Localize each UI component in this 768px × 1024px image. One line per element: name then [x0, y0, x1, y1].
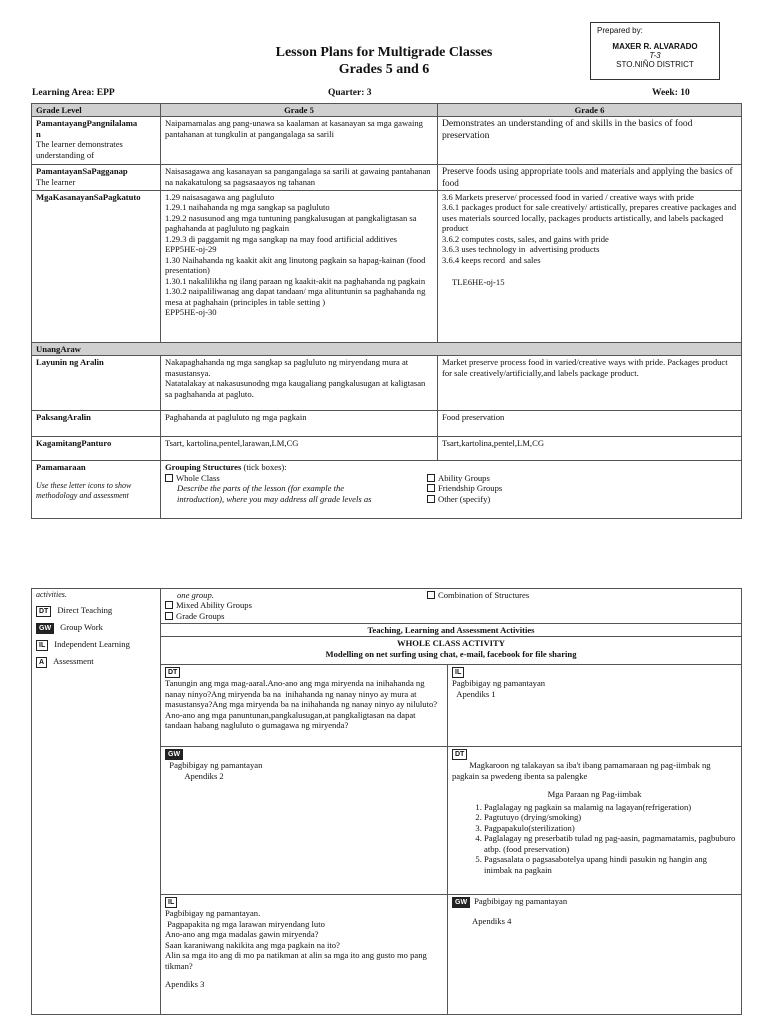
- pamantayan-sa-pagganap-label: [32, 165, 161, 190]
- label-sub: The learner demonstrates: [36, 139, 123, 150]
- competency-line: 1.30.1 nakalilikha ng ilang paraan ng kaakit-akit na paghahanda ng pagkain: [165, 275, 426, 286]
- grade6-header: Grade 6: [438, 104, 742, 117]
- gw-icon: GW: [452, 897, 470, 908]
- activity-1-right: [448, 665, 742, 747]
- label-line: PamantayangPangnilalama: [36, 118, 138, 129]
- one-group-text: one group.: [177, 590, 214, 600]
- activities-text: activities.: [36, 590, 67, 599]
- legend-label: Independent Learning: [54, 638, 130, 649]
- learning-area: Learning Area: EPP: [32, 88, 115, 98]
- il-icon: IL: [165, 897, 177, 908]
- grouping-suffix: (tick boxes):: [241, 462, 287, 473]
- label-line: n: [36, 128, 41, 139]
- competency-code: TLE6HE-oj-15: [452, 277, 505, 288]
- activity-text: Tanungin ang mga mag-aaral.Ano-ano ang mga miryenda na inihahanda ng nanay ninyo?Ang miryenda ba na inihahanda ng nanay ninyo ay mura at masustansya?Ang mga miryenda ba na inihahanda ng nanay ninyo ay niluluto?: [165, 678, 438, 710]
- legend-cell: [32, 589, 161, 1015]
- grouping-title-line: [165, 462, 737, 472]
- kagamitan-g6: Tsart,kartolina,pentel,LM,CG: [438, 437, 742, 461]
- pamamaraan-label-cell: [32, 461, 161, 519]
- dt-icon: DT: [452, 749, 467, 760]
- activity-1-left: [161, 665, 448, 747]
- activity-text: Alin sa mga ito ang di mo pa natikman at alin sa mga ito ang gusto mo pang tikman?: [165, 950, 429, 971]
- other-option[interactable]: [427, 494, 502, 504]
- a-icon: A: [36, 657, 47, 668]
- pamantayang-pangnilalaman-g6: Demonstrates an understanding of and skills in the basics of food preservation: [438, 117, 742, 165]
- describe-text: introduction), where you may address all grade levels as: [177, 493, 372, 504]
- other-checkbox[interactable]: [427, 495, 435, 503]
- grouping-title: Grouping Structures: [165, 462, 242, 473]
- modelling-text: Modelling on net surfing using chat, e-mail, facebook for file sharing: [325, 648, 577, 659]
- wca-heading: WHOLE CLASS ACTIVITY: [397, 638, 505, 649]
- activity-text: Apendiks 3: [165, 979, 205, 990]
- kagamitan-g5: Tsart, kartolina,pentel,larawan,LM,CG: [161, 437, 438, 461]
- friendship-groups-label: Friendship Groups: [438, 483, 503, 494]
- activity-2-left: [161, 747, 448, 895]
- methods-list: [452, 802, 737, 875]
- ability-groups-option[interactable]: [427, 473, 502, 483]
- legend-assessment: [36, 656, 156, 668]
- kasanayan-g5: [161, 190, 438, 342]
- activity-text: Saan karaniwang nakikita ang mga pagkain na ito?: [165, 939, 340, 950]
- friendship-groups-checkbox[interactable]: [427, 484, 435, 492]
- paksa-row: [32, 411, 742, 437]
- mixed-ability-option[interactable]: [165, 600, 737, 610]
- list-item: 1. Paglalagay ng pagkain sa malamig na lagayan(refrigeration): [484, 802, 737, 812]
- pamamaraan-row: [32, 461, 742, 519]
- competency-line: 1.29.3 di paggamit ng mga sangkap na may food artificial additives EPP5HE-oj-29: [165, 233, 404, 255]
- activity-text: Apendiks 1: [452, 688, 496, 699]
- dt-icon: DT: [36, 606, 51, 617]
- activity-text: Pagbibigay ng pamantayan.: [165, 908, 261, 919]
- competency-line: 3.6.1 packages product for sale creatively/ artistically, prepares creative packages and uses materials sourced locally, packages products artistically, and labels packaged product: [442, 202, 739, 234]
- competency-line: 1.29.1 naihahanda ng mga sangkap sa pagluluto: [165, 202, 330, 213]
- competency-line: 3.6.4 keeps record and sales: [442, 254, 541, 265]
- activity-text: Ano-ano ang mga panuntunan,pangkalusugan,at pangkaligtasan na dapat tandaan habang nagluluto o gumagawa ng miryenda?: [165, 709, 418, 731]
- kasanayan-row: [32, 190, 742, 342]
- label-sub: The learner: [36, 176, 76, 187]
- legend-group-work: [36, 622, 156, 634]
- activity-3-left: [161, 895, 448, 1015]
- other-label: Other (specify): [438, 493, 491, 504]
- legend-independent-learning: [36, 639, 156, 651]
- pamamaraan-label: Pamamaraan: [36, 462, 86, 473]
- combination-option[interactable]: [427, 590, 529, 600]
- grade5-header: Grade 5: [161, 104, 438, 117]
- list-item: 4. Paglalagay ng preserbatib tulad ng pag-aasin, pagmamatamis, pagbuburo atbp. (food preservation): [484, 833, 737, 854]
- pamantayang-pangnilalaman-label: [32, 117, 161, 165]
- combination-label: Combination of Structures: [438, 590, 530, 600]
- dt-icon: DT: [165, 667, 180, 678]
- grade-groups-option[interactable]: [165, 611, 737, 621]
- layunin-row: [32, 356, 742, 411]
- objective-line: Nakapaghahanda ng mga sangkap sa pagluluto ng miryendang mura at masustansya.: [165, 357, 411, 378]
- preparer-district: STO.NIÑO DISTRICT: [616, 60, 694, 69]
- pamantayan-sa-pagganap-row: [32, 165, 742, 190]
- layunin-g5: [161, 356, 438, 411]
- grouping-continued-cell: [161, 589, 742, 624]
- kagamitan-row: [32, 437, 742, 461]
- list-item: 3. Pagpapakulo(sterilization): [484, 823, 737, 833]
- competency-line: 1.30.2 naipaliliwanag ang dapat tandaan/ mga alituntunin sa paghahanda ng mesa at paghahain (principles in table setting ): [165, 286, 428, 307]
- activity-text: Magkaroon ng talakayan sa iba't ibang pamamaraan ng pag-iimbak ng pagkain sa pwedeng ibenta sa palengke: [452, 760, 713, 781]
- label-sub: understanding of: [36, 149, 94, 160]
- unang-araw-label: UnangAraw: [32, 342, 742, 355]
- competency-code: EPP5HE-oj-30: [165, 307, 217, 318]
- activity-2-right: [448, 747, 742, 895]
- grouping-right-options: [427, 473, 502, 504]
- whole-class-label: Whole Class: [176, 472, 220, 483]
- il-icon: IL: [452, 667, 464, 678]
- competency-line: 1.29.2 nasusunod ang mga tuntuning pangkalusugan at pangkaligtasan sa paghahanda at pagluluto ng pagkain: [165, 212, 419, 234]
- ability-groups-label: Ability Groups: [438, 472, 490, 483]
- week: Week: 10: [652, 88, 690, 98]
- gw-icon: GW: [165, 749, 183, 760]
- methods-subtitle: Mga Paraan ng Pag-iimbak: [547, 789, 642, 800]
- document-title: Lesson Plans for Multigrade Classes: [275, 45, 493, 60]
- grade-groups-checkbox[interactable]: [165, 612, 173, 620]
- activity-text: Pagpapakita ng mga larawan miryendang luto: [165, 918, 325, 929]
- grade-level-header: Grade Level: [32, 104, 161, 117]
- pamamaraan-note: methodology and assessment: [36, 490, 129, 500]
- prepared-by-label: Prepared by:: [597, 26, 643, 35]
- competency-line: 1.30 Naihahanda ng kaakit akit ang linutong pagkain sa hapag-kainan (food presentation): [165, 254, 428, 276]
- quarter: Quarter: 3: [328, 88, 372, 98]
- tla-heading: Teaching, Learning and Assessment Activities: [161, 624, 742, 637]
- friendship-groups-option[interactable]: [427, 483, 502, 493]
- pamantayang-pangnilalaman-g5: Naipamamalas ang pang-unawa sa kaalaman at kasanayan sa mga gawaing pantahanan at tungkulin at pangangalaga sa sarili: [161, 117, 438, 165]
- il-icon: IL: [36, 640, 48, 651]
- legend-direct-teaching: [36, 605, 156, 617]
- unang-araw-row: [32, 342, 742, 355]
- ability-groups-checkbox[interactable]: [427, 474, 435, 482]
- document-subtitle: Grades 5 and 6: [338, 62, 430, 77]
- activity-text: Pagbibigay ng pamantayan: [474, 896, 568, 907]
- pamantayang-pangnilalaman-row: [32, 117, 742, 165]
- paksa-g5: Paghahanda at pagluluto ng mga pagkain: [161, 411, 438, 437]
- competency-line: 3.6 Markets preserve/ processed food in varied / creative ways with pride: [442, 191, 694, 202]
- gw-icon: GW: [36, 623, 54, 634]
- legend-label: Direct Teaching: [57, 604, 113, 615]
- whole-class-checkbox[interactable]: [165, 474, 173, 482]
- list-item: 2. Pagtutuyo (drying/smoking): [484, 812, 737, 822]
- preparer-name: MAXER R. ALVARADO: [612, 42, 698, 51]
- combination-checkbox[interactable]: [427, 591, 435, 599]
- mixed-ability-label: Mixed Ability Groups: [176, 600, 252, 611]
- label-line: PamantayanSaPagganap: [36, 166, 128, 177]
- preparer-position: T-3: [649, 51, 661, 60]
- legend-label: Assessment: [53, 655, 94, 666]
- lesson-plan-table-2: [31, 588, 742, 1015]
- activity-text: Pagbibigay ng pamantayan: [452, 678, 546, 689]
- legend-label: Group Work: [60, 621, 103, 632]
- activity-text: Apendiks 4: [472, 916, 512, 927]
- describe-text: Describe the parts of the lesson (for example the: [177, 483, 345, 494]
- activity-text: Apendiks 2: [165, 770, 224, 781]
- pamantayan-sa-pagganap-g5: Naisasagawa ang kasanayan sa pangangalaga sa sarili at gawaing pantahanan na nakakatulong sa pagsasaayos ng tahanan: [161, 165, 438, 190]
- layunin-label: Layunin ng Aralin: [32, 356, 161, 411]
- kagamitan-label: KagamitangPanturo: [32, 437, 161, 461]
- grouping-options: [165, 473, 737, 504]
- kasanayan-label: MgaKasanayanSaPagkatuto: [32, 190, 161, 342]
- wca-heading-cell: [161, 637, 742, 665]
- paksa-g6: Food preservation: [438, 411, 742, 437]
- objective-line: Natatalakay at nakasusunodng mga kaugaliang pangkalusugan at kaligtasan sa paghahanda at pagluto.: [165, 378, 428, 399]
- pamantayan-sa-pagganap-g6: Preserve foods using appropriate tools and materials and applying the basics of food: [438, 165, 742, 190]
- mixed-ability-checkbox[interactable]: [165, 601, 173, 609]
- activity-3-right: [448, 895, 742, 1015]
- grade-header-row: [32, 104, 742, 117]
- paksa-label: PaksangAralin: [32, 411, 161, 437]
- lesson-plan-table-1: [31, 103, 742, 519]
- pamamaraan-note: Use these letter icons to show: [36, 480, 132, 490]
- competency-line: 1.29 naisasagawa ang pagluluto: [165, 191, 275, 202]
- competency-line: 3.6.3 uses technology in advertising products: [442, 244, 600, 255]
- activity-text: Ano-ano ang mga madalas gawin miryenda?: [165, 929, 319, 940]
- grade-groups-label: Grade Groups: [176, 610, 225, 621]
- competency-line: 3.6.2 computes costs, sales, and gains with pride: [442, 233, 609, 244]
- grouping-continued-row: [32, 589, 742, 624]
- kasanayan-g6: [438, 190, 742, 342]
- layunin-g6: Market preserve process food in varied/creative ways with pride. Packages product for sale creatively/artificially,and labels package product.: [438, 356, 742, 411]
- grouping-structures-cell: [161, 461, 742, 519]
- activity-text: Pagbibigay ng pamantayan: [165, 760, 263, 771]
- list-item: 5. Pagsasalata o pagsasabotelya upang hindi pasukin ng hangin ang inimbak na pagkain: [484, 854, 737, 875]
